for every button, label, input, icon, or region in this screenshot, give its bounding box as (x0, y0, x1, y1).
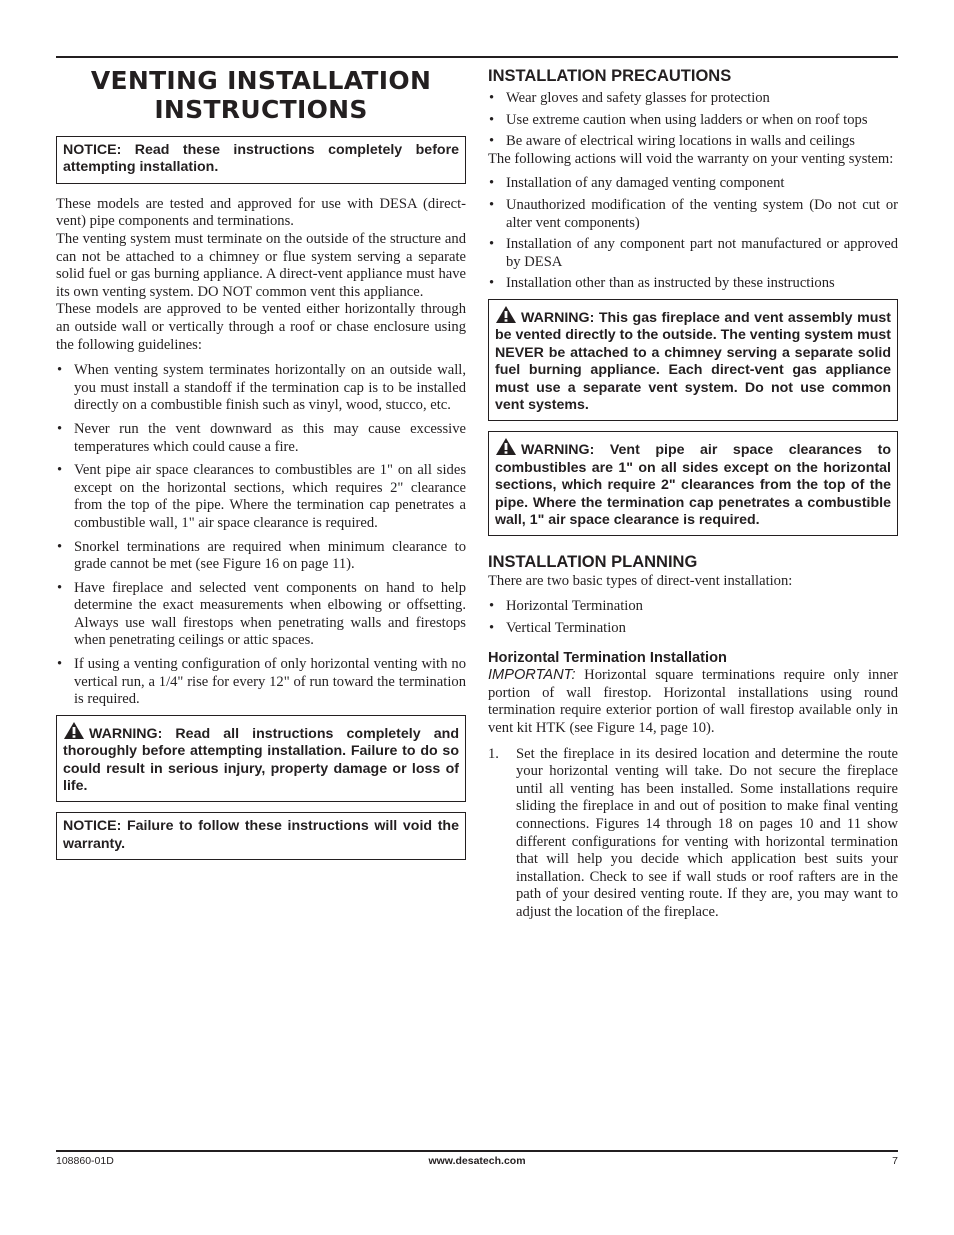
list-item: • Wear gloves and safety glasses for protection (489, 90, 770, 106)
right-column (488, 62, 898, 922)
void-list (488, 175, 898, 293)
left-column (56, 62, 466, 860)
footer-page-number: 7 (892, 1155, 898, 1167)
intro-text (56, 196, 466, 354)
important-paragraph (488, 667, 898, 737)
list-item: • If using a venting configuration of only horizontal venting with no vertical run, a 1/4" rise for every 12" of run toward the termination is required. (57, 656, 466, 708)
warning-chimney-text: WARNING: This gas fireplace and vent assembly must be vented directly to the outside. The venting system must NEVER be attached to a chimney serving a separate solid fuel burning appliance. Each direct-vent gas appliance must use a separate vent system. Do not use common vent systems. (495, 309, 891, 413)
top-rule (56, 56, 898, 58)
warning-read-text: WARNING: Read all instructions completely and thoroughly before attempting installation. Failure to do so could result in serious injury, property damage or loss of life. (63, 725, 459, 795)
warning-read-box (56, 715, 466, 803)
notice-read-text: NOTICE: Read these instructions completely before attempting installation. (63, 142, 459, 176)
list-item: • Use extreme caution when using ladders or when on roof tops (489, 111, 868, 128)
page-title: VENTING INSTALLATION INSTRUCTIONS (90, 66, 432, 124)
warning-triangle-icon (495, 437, 517, 456)
notice-read-box (56, 136, 466, 184)
planning-intro: There are two basic types of direct-vent installation: (488, 573, 793, 590)
important-text: Horizontal square terminations require only inner portion of wall firestop. Horizontal installations using round termination require exterior portion of wall firestop available only in vent kit HTK (see Figure 14, page 10). (488, 667, 898, 736)
list-item: • Horizontal Termination (489, 598, 643, 614)
void-intro: The following actions will void the warranty on your venting system: (488, 150, 894, 167)
intro-paragraph: These models are tested and approved for use with DESA (direct-vent) pipe components and terminations. (56, 195, 466, 230)
list-item: • Installation of any damaged venting component (489, 175, 785, 192)
list-item: • Have fireplace and selected vent components on hand to help determine the exact measurements when elbowing or offsetting. Always use wall firestops when penetrating walls and firestops when penetrating ceilings or attic spaces. (57, 579, 466, 649)
intro-paragraph: These models are approved to be vented either horizontally through an outside wall or vertically through a roof or chase enclosure using the following guidelines: (56, 301, 466, 353)
guidelines-list (56, 362, 466, 709)
warning-chimney-box (488, 299, 898, 421)
notice-warranty-text: NOTICE: Failure to follow these instructions will void the warranty. (63, 818, 459, 852)
list-item: • When venting system terminates horizontally on an outside wall, you must install a standoff if the termination cap is to be installed directly on a combustible finish such as vinyl, wood, stucco, etc. (57, 362, 466, 414)
horizontal-heading: Horizontal Termination Installation (488, 650, 727, 667)
list-item: • Installation of any component part not manufactured or approved by DESA (489, 236, 898, 270)
list-item: • Unauthorized modification of the venting system (Do not cut or alter vent components) (489, 196, 898, 231)
steps-list (488, 746, 898, 922)
warning-clearance-box (488, 431, 898, 536)
warning-triangle-icon (63, 721, 85, 740)
list-item: • Never run the vent downward as this may cause excessive temperatures which could cause a fire. (57, 420, 466, 455)
warning-clearance-text: WARNING: Vent pipe air space clearances to combustibles are 1" on all sides except on the horizontal sections, which require 2" clearances from the top of the pipe. Where the termination cap penetrates a combustible wall, 1" air space clearance is required. (495, 442, 891, 528)
footer-part-number: 108860-01D (56, 1155, 114, 1167)
footer-website: www.desatech.com (428, 1155, 526, 1167)
list-item: • Snorkel terminations are required when minimum clearance to grade cannot be met (see Figure 16 on page 11). (57, 538, 466, 573)
notice-warranty-box (56, 812, 466, 860)
list-item: 1. Set the fireplace in its desired location and determine the route your horizontal venting will take. Do not secure the fireplace until all venting has been installed. Some installations require sliding the fireplace in and out of position to make final venting connections. Figures 14 through 18 on pages 10 and 11 show different configurations for venting with horizontal termination that will help you decide which application best suits your installation. Check to see if wall studs or roof rafters are in the path of your desired venting route. If they are, you may want to adjust the location of the fireplace. (488, 745, 898, 920)
precautions-list (488, 90, 898, 151)
list-item: • Vertical Termination (489, 619, 626, 636)
bottom-rule (56, 1150, 898, 1152)
list-item: • Be aware of electrical wiring locations in walls and ceilings (489, 133, 855, 150)
warning-triangle-icon (495, 305, 517, 324)
planning-heading: INSTALLATION PLANNING (488, 553, 698, 572)
intro-paragraph: The venting system must terminate on the outside of the structure and can not be attached to a chimney or flue system serving a separate solid fuel or gas burning appliance. A direct-vent appliance must have its own venting system. DO NOT common vent this appliance. (56, 231, 466, 300)
list-item: • Installation other than as instructed by these instructions (489, 275, 835, 292)
list-item: • Vent pipe air space clearances to combustibles are 1" on all sides except on the horizontal sections, which requires 2" clearance from the top of the pipe. Where the termination cap penetrates a combustible wall, 1" air space clearance is required. (57, 462, 466, 531)
important-label: IMPORTANT: (488, 667, 576, 684)
precautions-heading: INSTALLATION PRECAUTIONS (488, 67, 732, 85)
planning-types-list (488, 598, 898, 637)
